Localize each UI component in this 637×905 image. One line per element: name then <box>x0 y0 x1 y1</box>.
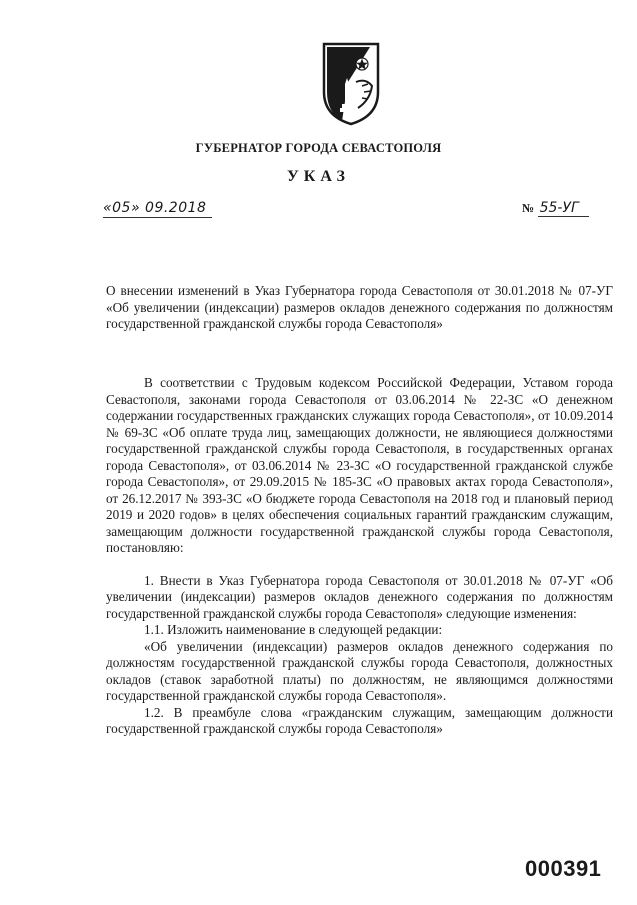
number-value: 55-УГ <box>538 200 589 217</box>
number-sign: № <box>522 201 535 215</box>
document-subject <box>106 283 613 333</box>
document-number <box>522 199 589 218</box>
clause-1: 1. Внести в Указ Губернатора города Севастополя от 30.01.2018 № 07-УГ «Об увеличении (индексации) размеров окладов денежного содержания по должностям государственной гражданской службы города Севастополя» следующие изменения: <box>106 572 613 621</box>
coat-of-arms-icon <box>318 42 384 126</box>
preamble-paragraph: В соответствии с Трудовым кодексом Российской Федерации, Уставом города Севастополя, законами города Севастополя от 03.06.2014 № 22-ЗС «О денежном содержании государственных гражданских служащих города Севастополя», от 10.09.2014 № 69-ЗС «Об оплате труда лиц, замещающих должности, не являющиеся должностями государственной гражданской службы города Севастополя, в государственных органах города Севастополя», от 03.06.2014 № 23-ЗС «О государственной гражданской службе города Севастополя», от 29.09.2015 № 185-ЗС «О правовых актах города Севастополя», от 26.12.2017 № 393-ЗС «О бюджете города Севастополя на 2018 год и плановый период 2019 и 2020 годов» в целях обеспечения социальных гарантий гражданским служащим, замещающим должности государственной гражданской службы города Севастополя, постановляю: <box>106 375 613 555</box>
clause-1-2: 1.2. В преамбуле слова «гражданским служащим, замещающим должности государственной гражданской службы города Севастополя» <box>106 704 613 736</box>
document-date: «05» 09.2018 <box>103 199 212 218</box>
clause-1-1: 1.1. Изложить наименование в следующей редакции: <box>144 622 443 637</box>
clause-1-1-text: «Об увеличении (индексации) размеров окладов денежного содержания по должностям государственной гражданской службы города Севастополя, должностных окладов (ставок заработной платы) по должностям, не являющимся должностями государственной гражданской службы города Севастополя». <box>106 638 613 703</box>
document-body <box>106 375 613 738</box>
document-type-heading: УКАЗ <box>287 168 350 185</box>
registration-number: 000391 <box>525 856 602 881</box>
authority-title: ГУБЕРНАТОР ГОРОДА СЕВАСТОПОЛЯ <box>195 141 442 155</box>
subject-text: О внесении изменений в Указ Губернатора города Севастополя от 30.01.2018 № 07-УГ «Об увеличении (индексации) размеров окладов денежного содержания по должностям государственной гражданской службы города Севастополя» <box>106 283 613 331</box>
